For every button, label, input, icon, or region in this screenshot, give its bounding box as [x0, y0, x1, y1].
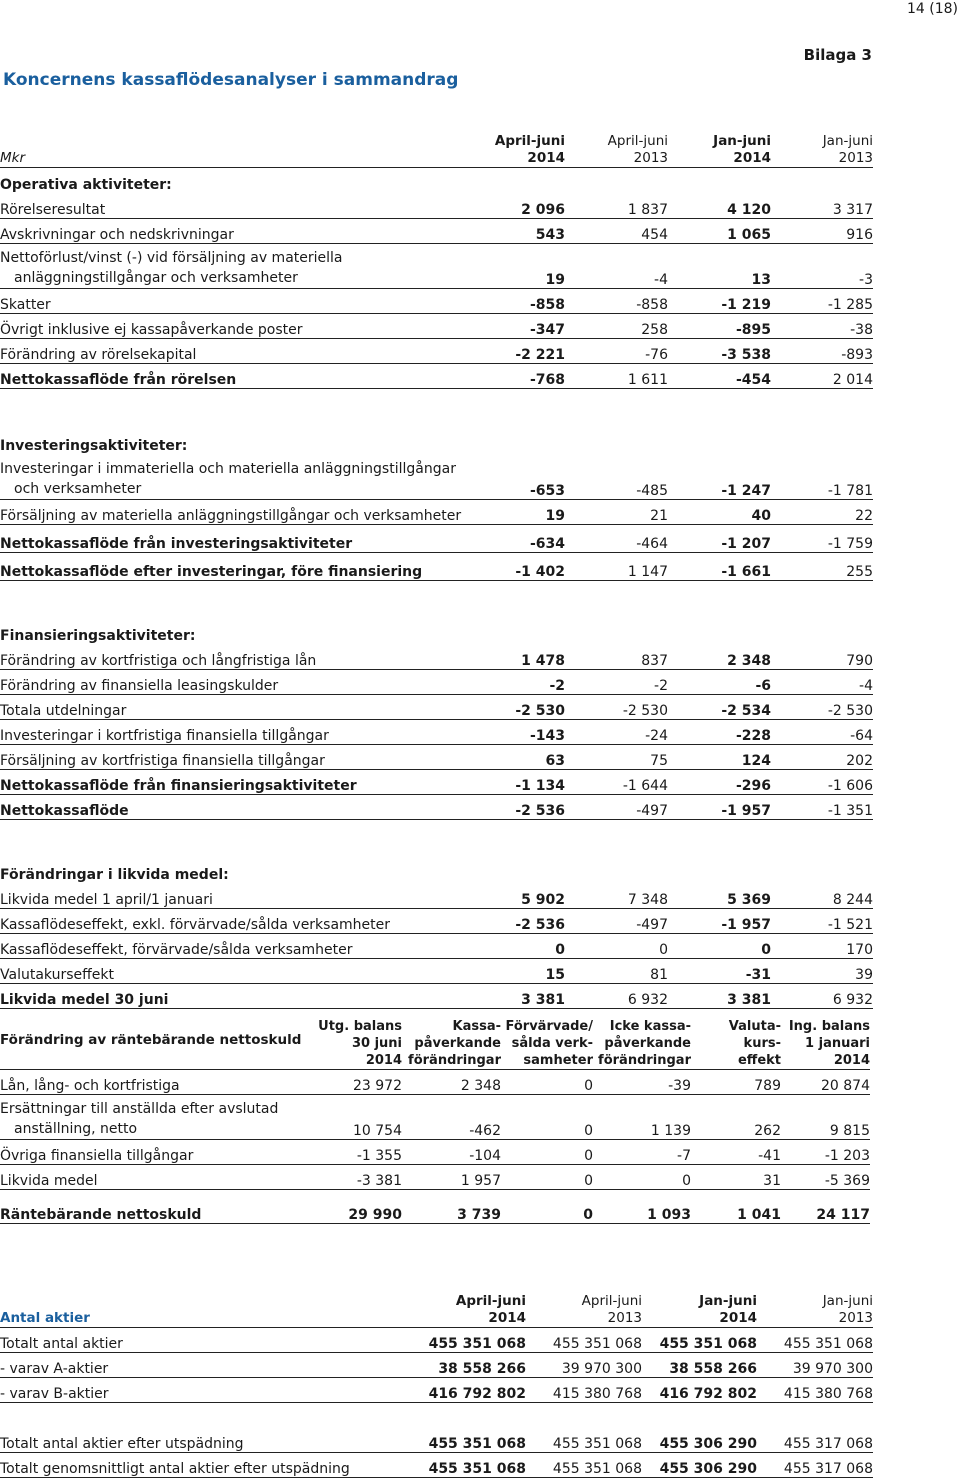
- row-value: -76: [565, 338, 668, 363]
- shares-table: [0, 1285, 873, 1478]
- row-value: 29 990: [310, 1189, 402, 1223]
- row-value: -1 759: [771, 524, 873, 552]
- table-row: [0, 1427, 873, 1452]
- table-row: [0, 1377, 873, 1402]
- row-value: -296: [668, 769, 771, 794]
- row-value: -1 644: [565, 769, 668, 794]
- row-value: 38 558 266: [642, 1352, 757, 1377]
- row-label: Ersättningar till anställda efter avslutad anställning, netto: [0, 1094, 310, 1139]
- row-label-cont: och verksamheter: [14, 480, 142, 497]
- table-row: [0, 644, 873, 669]
- row-value: 255: [771, 552, 873, 580]
- row-value: -1 957: [668, 794, 771, 819]
- row-value: -1 207: [668, 524, 771, 552]
- row-value: 3 739: [402, 1189, 501, 1223]
- row-value: 5 902: [465, 883, 565, 908]
- row-value: 6 932: [771, 983, 873, 1008]
- row-value: -2 530: [465, 694, 565, 719]
- row-value: 0: [501, 1069, 593, 1094]
- row-value: 2 348: [668, 644, 771, 669]
- row-value: 1 837: [565, 193, 668, 218]
- column-header: Ing. balans 1 januari 2014: [781, 1013, 870, 1069]
- row-label: Likvida medel: [0, 1164, 310, 1189]
- shares-title: Antal aktier: [0, 1285, 410, 1327]
- row-value: 6 932: [565, 983, 668, 1008]
- net-debt-title: Förändring av räntebärande nettoskuld: [0, 1013, 310, 1069]
- row-value: -2 536: [465, 908, 565, 933]
- row-label: Kassaflödeseffekt, exkl. förvärvade/sålda verksamheter: [0, 908, 465, 933]
- row-label: Avskrivningar och nedskrivningar: [0, 218, 465, 243]
- row-label: Likvida medel 1 april/1 januari: [0, 883, 465, 908]
- row-value: -6: [668, 669, 771, 694]
- row-value: -2 536: [465, 794, 565, 819]
- row-value: 0: [593, 1164, 691, 1189]
- row-value: 19: [465, 499, 565, 524]
- row-value: -2 530: [565, 694, 668, 719]
- table-row: [0, 908, 873, 933]
- row-value: -893: [771, 338, 873, 363]
- page-number: 14 (18): [906, 1, 958, 17]
- row-value: -64: [771, 719, 873, 744]
- row-label-cont: anläggningstillgångar och verksamheter: [14, 269, 298, 286]
- row-value: 22: [771, 499, 873, 524]
- row-value: 24 117: [781, 1189, 870, 1223]
- row-value: -228: [668, 719, 771, 744]
- column-header: April-juni 2013: [526, 1285, 642, 1327]
- row-value: -4: [565, 243, 668, 288]
- row-value: 416 792 802: [410, 1377, 526, 1402]
- row-label: Totalt antal aktier efter utspädning: [0, 1427, 410, 1452]
- row-value: 170: [771, 933, 873, 958]
- row-value: 5 369: [668, 883, 771, 908]
- row-value: 262: [691, 1094, 781, 1139]
- row-value: 0: [501, 1164, 593, 1189]
- row-value: 1 611: [565, 363, 668, 388]
- table-row: [0, 428, 873, 454]
- row-value: -3: [771, 243, 873, 288]
- row-value: 124: [668, 744, 771, 769]
- table-row: [0, 167, 873, 193]
- row-value: -454: [668, 363, 771, 388]
- row-value: -104: [402, 1139, 501, 1164]
- row-label: Nettokassaflöde från rörelsen: [0, 363, 465, 388]
- row-value: 0: [501, 1189, 593, 1223]
- row-value: 20 874: [781, 1069, 870, 1094]
- row-value: 15: [465, 958, 565, 983]
- row-value: -497: [565, 794, 668, 819]
- row-value: -485: [565, 454, 668, 499]
- row-value: 19: [465, 243, 565, 288]
- table-row: [0, 933, 873, 958]
- row-value: -858: [565, 288, 668, 313]
- table-row: [0, 819, 873, 857]
- row-value: 837: [565, 644, 668, 669]
- table-row: [0, 1452, 873, 1477]
- table-row: [0, 243, 873, 288]
- row-value: -1 661: [668, 552, 771, 580]
- row-value: 3 381: [668, 983, 771, 1008]
- section-heading: Investeringsaktiviteter:: [0, 438, 188, 454]
- table-row: [0, 1285, 873, 1327]
- row-value: -2 530: [771, 694, 873, 719]
- table-row: [0, 958, 873, 983]
- row-value: 455 351 068: [410, 1452, 526, 1477]
- row-value: 1 093: [593, 1189, 691, 1223]
- table-row: [0, 769, 873, 794]
- row-value: -464: [565, 524, 668, 552]
- row-label: Valutakurseffekt: [0, 958, 465, 983]
- row-value: 2 348: [402, 1069, 501, 1094]
- table-row: [0, 1094, 870, 1139]
- row-value: 415 380 768: [526, 1377, 642, 1402]
- row-label: Totala utdelningar: [0, 694, 465, 719]
- row-value: -1 957: [668, 908, 771, 933]
- table-row: [0, 1402, 873, 1427]
- row-value: 40: [668, 499, 771, 524]
- table-row: [0, 338, 873, 363]
- row-value: -634: [465, 524, 565, 552]
- row-label: Nettokassaflöde från finansieringsaktiviteter: [0, 769, 465, 794]
- row-value: 21: [565, 499, 668, 524]
- row-value: 1 139: [593, 1094, 691, 1139]
- row-label: Övriga finansiella tillgångar: [0, 1139, 310, 1164]
- row-label: Nettokassaflöde från investeringsaktiviteter: [0, 524, 465, 552]
- row-label: Rörelseresultat: [0, 193, 465, 218]
- row-value: -1 402: [465, 552, 565, 580]
- row-value: 81: [565, 958, 668, 983]
- row-value: 1 065: [668, 218, 771, 243]
- table-row: [0, 983, 873, 1008]
- row-value: -31: [668, 958, 771, 983]
- row-label: Investeringar i kortfristiga finansiella tillgångar: [0, 719, 465, 744]
- row-label: Skatter: [0, 288, 465, 313]
- row-value: 455 351 068: [757, 1327, 873, 1352]
- row-value: 23 972: [310, 1069, 402, 1094]
- table-row: [0, 669, 873, 694]
- row-value: -7: [593, 1139, 691, 1164]
- table-row: [0, 131, 873, 167]
- row-value: 38 558 266: [410, 1352, 526, 1377]
- row-value: -1 351: [771, 794, 873, 819]
- column-header: Jan-juni 2013: [757, 1285, 873, 1327]
- row-value: 790: [771, 644, 873, 669]
- row-value: 0: [565, 933, 668, 958]
- row-label: Nettokassaflöde efter investeringar, före finansiering: [0, 552, 465, 580]
- table-row: [0, 719, 873, 744]
- table-row: [0, 499, 873, 524]
- row-value: -41: [691, 1139, 781, 1164]
- table-row: [0, 454, 873, 499]
- table-row: [0, 313, 873, 338]
- table-row: [0, 1139, 870, 1164]
- table-row: [0, 1352, 873, 1377]
- cashflow-table: [0, 131, 873, 1009]
- row-value: 39 970 300: [757, 1352, 873, 1377]
- column-header: Jan-juni 2013: [771, 131, 873, 167]
- row-value: 202: [771, 744, 873, 769]
- row-value: -347: [465, 313, 565, 338]
- row-value: -1 606: [771, 769, 873, 794]
- column-header: April-juni 2014: [410, 1285, 526, 1327]
- row-value: 416 792 802: [642, 1377, 757, 1402]
- row-value: 455 351 068: [410, 1427, 526, 1452]
- row-value: -4: [771, 669, 873, 694]
- row-value: -2 534: [668, 694, 771, 719]
- column-header: Jan-juni 2014: [642, 1285, 757, 1327]
- table-row: [0, 744, 873, 769]
- row-value: 8 244: [771, 883, 873, 908]
- table-row: [0, 1164, 870, 1189]
- table-row: [0, 193, 873, 218]
- table-row: [0, 580, 873, 618]
- row-value: 1 041: [691, 1189, 781, 1223]
- row-value: -2 221: [465, 338, 565, 363]
- row-value: -768: [465, 363, 565, 388]
- row-value: 455 351 068: [526, 1427, 642, 1452]
- row-value: -895: [668, 313, 771, 338]
- row-value: 13: [668, 243, 771, 288]
- row-value: 10 754: [310, 1094, 402, 1139]
- table-row: [0, 363, 873, 388]
- column-header: Jan-juni 2014: [668, 131, 771, 167]
- row-value: 4 120: [668, 193, 771, 218]
- row-value: 3 381: [465, 983, 565, 1008]
- row-label-cont: anställning, netto: [14, 1120, 138, 1137]
- row-value: -1 781: [771, 454, 873, 499]
- row-label: Nettokassaflöde: [0, 794, 465, 819]
- row-label: Övrigt inklusive ej kassapåverkande poster: [0, 313, 465, 338]
- row-value: 455 351 068: [642, 1327, 757, 1352]
- table-row: [0, 618, 873, 644]
- row-value: 1 957: [402, 1164, 501, 1189]
- row-value: -3 538: [668, 338, 771, 363]
- row-value: 1 147: [565, 552, 668, 580]
- row-value: 0: [501, 1094, 593, 1139]
- row-value: 63: [465, 744, 565, 769]
- row-value: 455 351 068: [526, 1452, 642, 1477]
- row-label: Nettoförlust/vinst (-) vid försäljning av materiella anläggningstillgångar och verksamheter: [0, 243, 465, 288]
- row-value: 0: [465, 933, 565, 958]
- row-label: - varav A-aktier: [0, 1352, 410, 1377]
- column-header: Kassa- påverkande förändringar: [402, 1013, 501, 1069]
- table-row: [0, 857, 873, 883]
- section-heading: Operativa aktiviteter:: [0, 177, 172, 193]
- row-value: -3 381: [310, 1164, 402, 1189]
- row-label: Likvida medel 30 juni: [0, 983, 465, 1008]
- row-value: 7 348: [565, 883, 668, 908]
- table-row: [0, 524, 873, 552]
- row-value: -5 369: [781, 1164, 870, 1189]
- row-value: 2 096: [465, 193, 565, 218]
- row-value: 9 815: [781, 1094, 870, 1139]
- row-label: Totalt antal aktier: [0, 1327, 410, 1352]
- row-value: -462: [402, 1094, 501, 1139]
- row-value: 543: [465, 218, 565, 243]
- table-row: [0, 1013, 870, 1069]
- row-value: -39: [593, 1069, 691, 1094]
- row-label: Lån, lång- och kortfristiga: [0, 1069, 310, 1094]
- row-value: -2: [565, 669, 668, 694]
- row-value: 39 970 300: [526, 1352, 642, 1377]
- section-heading: Finansieringsaktiviteter:: [0, 628, 196, 644]
- row-value: 39: [771, 958, 873, 983]
- row-value: -1 134: [465, 769, 565, 794]
- row-value: -1 203: [781, 1139, 870, 1164]
- row-label: Förändring av finansiella leasingskulder: [0, 669, 465, 694]
- table-row: [0, 288, 873, 313]
- row-value: 455 317 068: [757, 1427, 873, 1452]
- table-row: [0, 883, 873, 908]
- row-value: 916: [771, 218, 873, 243]
- row-label: Försäljning av materiella anläggningstillgångar och verksamheter: [0, 499, 465, 524]
- row-value: -1 285: [771, 288, 873, 313]
- row-value: -143: [465, 719, 565, 744]
- row-value: 75: [565, 744, 668, 769]
- row-value: -1 219: [668, 288, 771, 313]
- row-value: 455 306 290: [642, 1452, 757, 1477]
- row-value: 3 317: [771, 193, 873, 218]
- column-header: April-juni 2014: [465, 131, 565, 167]
- row-value: 258: [565, 313, 668, 338]
- row-value: 455 351 068: [410, 1327, 526, 1352]
- row-value: 455 306 290: [642, 1427, 757, 1452]
- row-value: -24: [565, 719, 668, 744]
- section-heading: Förändringar i likvida medel:: [0, 867, 229, 883]
- row-value: 31: [691, 1164, 781, 1189]
- row-value: 0: [501, 1139, 593, 1164]
- table-row: [0, 218, 873, 243]
- row-label: Försäljning av kortfristiga finansiella tillgångar: [0, 744, 465, 769]
- row-label: Totalt genomsnittligt antal aktier efter utspädning: [0, 1452, 410, 1477]
- row-value: -497: [565, 908, 668, 933]
- column-header: Utg. balans 30 juni 2014: [310, 1013, 402, 1069]
- row-label: Räntebärande nettoskuld: [0, 1189, 310, 1223]
- table-row: [0, 1069, 870, 1094]
- row-value: 455 317 068: [757, 1452, 873, 1477]
- row-value: -653: [465, 454, 565, 499]
- row-value: -38: [771, 313, 873, 338]
- row-value: 1 478: [465, 644, 565, 669]
- row-value: -1 521: [771, 908, 873, 933]
- row-value: 455 351 068: [526, 1327, 642, 1352]
- row-value: 415 380 768: [757, 1377, 873, 1402]
- column-header: Icke kassa- påverkande förändringar: [593, 1013, 691, 1069]
- page-title: Koncernens kassaflödesanalyser i sammandrag: [3, 70, 459, 90]
- table-row: [0, 694, 873, 719]
- table-row: [0, 1327, 873, 1352]
- row-value: 0: [668, 933, 771, 958]
- appendix-label: Bilaga 3: [803, 46, 872, 64]
- row-value: 454: [565, 218, 668, 243]
- row-value: -1 355: [310, 1139, 402, 1164]
- column-header: Förvärvade/ sålda verk- samheter: [501, 1013, 593, 1069]
- row-value: -1 247: [668, 454, 771, 499]
- table-row: [0, 1189, 870, 1223]
- column-header: April-juni 2013: [565, 131, 668, 167]
- row-value: 789: [691, 1069, 781, 1094]
- row-value: -2: [465, 669, 565, 694]
- row-label: Kassaflödeseffekt, förvärvade/sålda verksamheter: [0, 933, 465, 958]
- table-row: [0, 794, 873, 819]
- row-label: - varav B-aktier: [0, 1377, 410, 1402]
- table-row: [0, 552, 873, 580]
- net-debt-table: [0, 1013, 870, 1224]
- row-label: Förändring av kortfristiga och långfristiga lån: [0, 644, 465, 669]
- row-label: Investeringar i immateriella och materiella anläggningstillgångar och verksamheter: [0, 454, 465, 499]
- row-value: -858: [465, 288, 565, 313]
- row-label: Förändring av rörelsekapital: [0, 338, 465, 363]
- table-row: [0, 388, 873, 428]
- unit-label: Mkr: [0, 131, 465, 167]
- column-header: Valuta- kurs- effekt: [691, 1013, 781, 1069]
- row-value: 2 014: [771, 363, 873, 388]
